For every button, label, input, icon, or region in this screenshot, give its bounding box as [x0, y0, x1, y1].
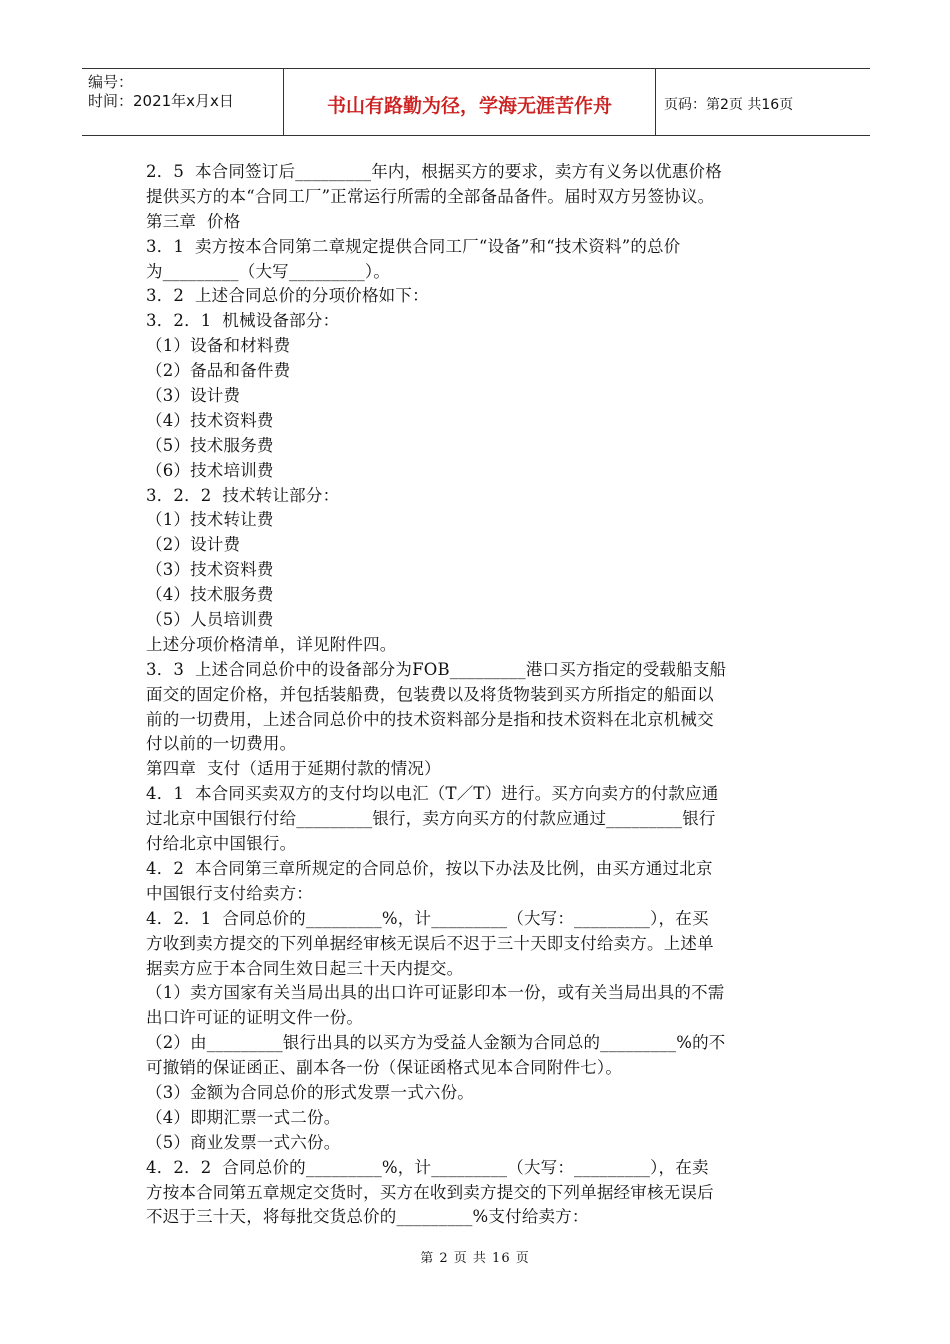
text-line: 中国银行支付给卖方： [146, 883, 313, 903]
document-body [146, 160, 810, 1230]
text-line: 可撤销的保证函正、副本各一份（保证函格式见本合同附件七）。 [146, 1058, 623, 1078]
text-line: （2）由_________银行出具的以买方为受益人金额为合同总的_________%的不 [146, 1033, 726, 1053]
header-meta [82, 69, 284, 135]
text-line: 方收到卖方提交的下列单据经审核无误后不迟于三十天即支付给卖方。上述单 [146, 933, 714, 953]
text-line: 3．1 卖方按本合同第二章规定提供合同工厂“设备”和“技术资料”的总价 [146, 236, 681, 256]
text-line: （5）商业发票一式六份。 [146, 1132, 341, 1152]
text-line: 不迟于三十天，将每批交货总价的_________%支付给卖方： [146, 1207, 589, 1227]
text-line: 出口许可证的证明文件一份。 [146, 1008, 364, 1028]
text-line: （3）金额为合同总价的形式发票一式六份。 [146, 1082, 474, 1102]
header-motto: 书山有路勤为径，学海无涯苦作舟 [284, 69, 656, 135]
text-line: 付给北京中国银行。 [146, 834, 297, 854]
text-line: 3．2 上述合同总价的分项价格如下： [146, 286, 429, 306]
text-line: 3．2．2 技术转让部分： [146, 485, 340, 505]
text-line: （2）备品和备件费 [146, 361, 291, 381]
text-line: 据卖方应于本合同生效日起三十天内提交。 [146, 958, 464, 978]
page-header [82, 68, 870, 136]
text-line: 前的一切费用，上述合同总价中的技术资料部分是指和技术资料在北京机械交 [146, 709, 714, 729]
text-line: （1）技术转让费 [146, 510, 274, 530]
text-line: 上述分项价格清单，详见附件四。 [146, 634, 397, 654]
page-footer: 第 2 页 共 16 页 [420, 1251, 530, 1266]
header-page-info: 页码：第2页 共16页 [664, 97, 794, 113]
text-line: 提供买方的本“合同工厂”正常运行所需的全部备品备件。届时双方另签协议。 [146, 186, 715, 206]
doc-number-label: 编号： [88, 73, 134, 91]
text-line: 4．2 本合同第三章所规定的合同总价，按以下办法及比例，由买方通过北京 [146, 858, 713, 878]
text-line: （3）设计费 [146, 386, 241, 406]
text-line: （4）即期汇票一式二份。 [146, 1107, 341, 1127]
text-line: （4）技术资料费 [146, 410, 274, 430]
text-line: 付以前的一切费用。 [146, 734, 297, 754]
text-line: 方按本合同第五章规定交货时，买方在收到卖方提交的下列单据经审核无误后 [146, 1182, 714, 1202]
text-line: （3）技术资料费 [146, 560, 274, 580]
text-line: 4．2．2 合同总价的_________%，计_________（大写：_________），在卖 [146, 1157, 709, 1177]
text-line: （2）设计费 [146, 535, 241, 555]
text-line: 3．2．1 机械设备部分： [146, 311, 340, 331]
date-label: 时间：2021年x月x日 [88, 92, 234, 110]
text-line: 4．2．1 合同总价的_________%，计_________（大写：_________），在买 [146, 908, 709, 928]
text-line: 第三章 价格 [146, 211, 241, 231]
text-line: 面交的固定价格，并包括装船费，包装费以及将货物装到买方所指定的船面以 [146, 684, 714, 704]
text-line: （4）技术服务费 [146, 585, 274, 605]
text-line: （6）技术培训费 [146, 460, 274, 480]
text-line: 2．5 本合同签订后_________年内，根据买方的要求，卖方有义务以优惠价格 [146, 162, 722, 181]
text-line: （5）技术服务费 [146, 435, 274, 455]
text-line: （5）人员培训费 [146, 610, 274, 630]
text-line: 3．3 上述合同总价中的设备部分为FOB_________港口买方指定的受载船支船 [146, 659, 727, 679]
text-line: 4．1 本合同买卖双方的支付均以电汇（T／T）进行。买方向卖方的付款应通 [146, 784, 719, 804]
text-line: 为_________（大写_________）。 [146, 261, 391, 281]
text-line: 第四章 支付（适用于延期付款的情况） [146, 759, 441, 779]
text-line: 过北京中国银行付给_________银行，卖方向买方的付款应通过_________银行 [146, 809, 716, 829]
text-line: （1）卖方国家有关当局出具的出口许可证影印本一份，或有关当局出具的不需 [146, 983, 725, 1003]
text-line: （1）设备和材料费 [146, 336, 291, 356]
